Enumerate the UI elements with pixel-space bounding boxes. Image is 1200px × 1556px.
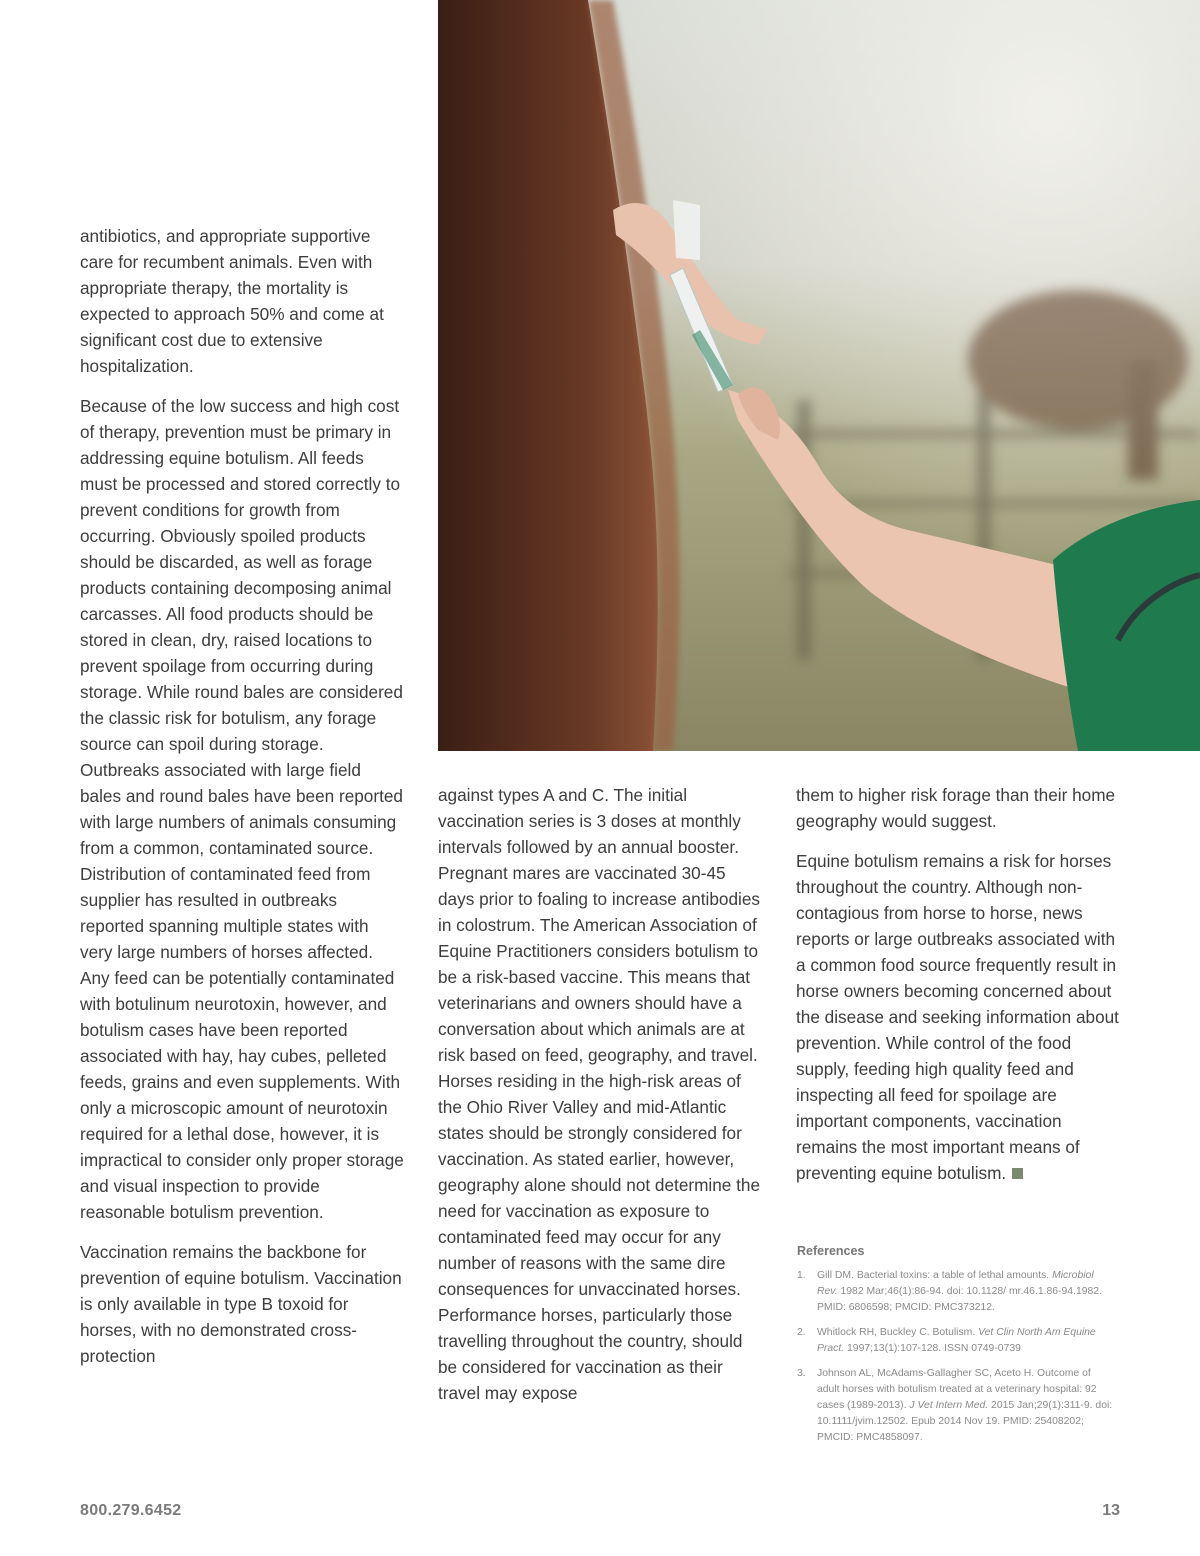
footer-phone-number: 800.279.6452 — [80, 1502, 182, 1519]
paragraph: antibiotics, and appropriate supportive care for recumbent animals. Even with appropriate therapy, the mortality is expected to approach 50% and come at significant cost due to extensive hospitalization. — [80, 226, 384, 376]
article-column-2 — [438, 782, 764, 1420]
paragraph: against types A and C. The initial vaccination series is 3 doses at monthly intervals followed by an annual booster. Pregnant mares are vaccinated 30-45 days prior to foaling to increase antibodies in colostrum. The American Association of Equine Practitioners considers botulism to be a risk-based vaccine. This means that veterinarians and owners should have a conversation about which animals are at risk based on feed, geography, and travel. Horses residing in the high-risk areas of the Ohio River Valley and mid-Atlantic states should be strongly considered for vaccination. As stated earlier, however, geography alone should not determine the need for vaccination as exposure to contaminated feed may occur for any number of reasons with the same dire consequences for unvaccinated horses. Performance horses, particularly those travelling throughout the country, should be considered for vaccination as their travel may expose — [438, 785, 761, 1403]
paragraph: Vaccination remains the backbone for prevention of equine botulism. Vaccination is only available in type B toxoid for horses, with no demonstrated cross-protection — [80, 1242, 402, 1366]
paragraph: Because of the low success and high cost of therapy, prevention must be primary in addressing equine botulism. All feeds must be processed and stored correctly to prevent conditions for growth from occurring. Obviously spoiled products should be discarded, as well as forage products containing decomposing animal carcasses. All food products should be stored in clean, dry, raised locations to prevent spoilage from occurring during storage. While round bales are considered the classic risk for botulism, any forage source can spoil during storage. Outbreaks associated with large field bales and round bales have been reported with large numbers of animals consuming from a common, contaminated source. Distribution of contaminated feed from supplier has resulted in outbreaks reported spanning multiple states with very large numbers of horses affected. Any feed can be potentially contaminated with botulinum neurotoxin, however, and botulism cases have been reported associated with hay, hay cubes, pelleted feeds, grains and even supplements. With only a microscopic amount of neurotoxin required for a lethal dose, however, it is impractical to consider only proper storage and visual inspection to provide reasonable botulism prevention. — [80, 396, 404, 1222]
vaccination-photo-illustration — [438, 0, 1200, 751]
article-column-3 — [796, 782, 1120, 1200]
reference-item: 3. Johnson AL, McAdams-Gallagher SC, Aceto H. Outcome of adult horses with botulism treated at a veterinary hospital: 92 cases (1989-2013). J Vet Intern Med. 2015 Jan;29(1):311-9. doi: 10.1111/jvim.12502. Epub 2014 Nov 19. PMID: 25408202; PMCID: PMC4858097. — [797, 1368, 1113, 1443]
paragraph-text: Equine botulism remains a risk for horses throughout the country. Although non-contagious from horse to horse, news reports or large outbreaks associated with a common food source frequently result in horse owners becoming concerned about the disease and seeking information about prevention. While control of the food supply, feeding high quality feed and inspecting all feed for spoilage are important components, vaccination remains the most important means of preventing equine botulism. — [796, 851, 1119, 1183]
paragraph: them to higher risk forage than their home geography would suggest. — [796, 785, 1116, 831]
references-section — [797, 1244, 1115, 1455]
reference-item: 1. Gill DM. Bacterial toxins: a table of lethal amounts. Microbiol Rev. 1982 Mar;46(1):86-94. doi: 10.1128/ mr.46.1.86-94.1982. PMID: 6806598; PMCID: PMC373212. — [797, 1270, 1102, 1313]
article-photo — [438, 0, 1200, 751]
references-list — [797, 1268, 1115, 1446]
article-column-1 — [80, 223, 404, 1383]
end-of-article-square-icon — [1012, 1168, 1023, 1179]
references-title: References — [797, 1244, 865, 1258]
page-number: 13 — [1102, 1502, 1120, 1519]
paragraph-final — [796, 848, 1120, 1186]
reference-item: 2. Whitlock RH, Buckley C. Botulism. Vet Clin North Am Equine Pract. 1997;13(1):107-128. ISSN 0749-0739 — [797, 1327, 1096, 1354]
